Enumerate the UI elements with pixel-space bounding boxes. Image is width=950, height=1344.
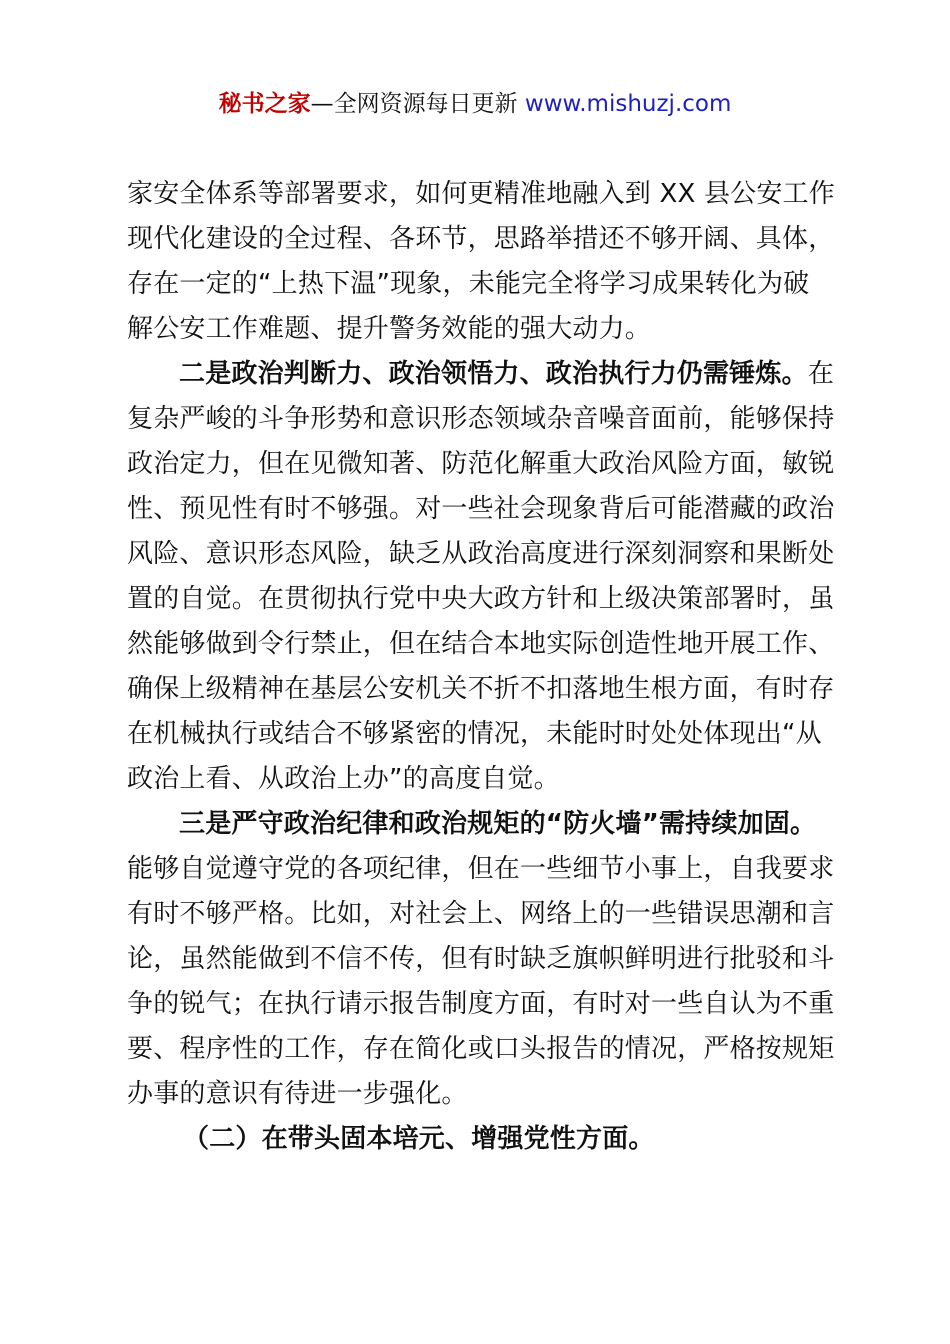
text-line: 政治定力，但在见微知著、防范化解重大政治风险方面，敏锐 xyxy=(127,449,835,479)
text-line: 然能够做到令行禁止，但在结合本地实际创造性地开展工作、 xyxy=(127,629,835,659)
text-line: 能够自觉遵守党的各项纪律，但在一些细节小事上，自我要求 xyxy=(127,854,835,884)
text-line: 在机械执行或结合不够紧密的情况，未能时时处处体现出“从 xyxy=(127,719,822,749)
text-line: 性、预见性有时不够强。对一些社会现象背后可能潜藏的政治 xyxy=(127,494,835,524)
text-line: 解公安工作难题、提升警务效能的强大动力。 xyxy=(127,314,652,344)
text-line: 风险、意识形态风险，缺乏从政治高度进行深刻洞察和果断处 xyxy=(127,539,835,569)
text-line: 家安全体系等部署要求，如何更精准地融入到 XX 县公安工作 xyxy=(127,179,835,209)
text-line: 现代化建设的全过程、各环节，思路举措还不够开阔、具体， xyxy=(127,224,835,254)
paragraph-heading: 二是政治判断力、政治领悟力、政治执行力仍需锤炼。 xyxy=(179,359,808,389)
section-heading: （二）在带头固本培元、增强党性方面。 xyxy=(183,1124,655,1154)
paragraph-heading: 三是严守政治纪律和政治规矩的“防火墙”需持续加固。 xyxy=(179,809,817,839)
text-line: 存在一定的“上热下温”现象，未能完全将学习成果转化为破 xyxy=(127,269,810,299)
text-line: 办事的意识有待进一步强化。 xyxy=(127,1079,468,1109)
text-line: 有时不够严格。比如，对社会上、网络上的一些错误思潮和言 xyxy=(127,899,835,929)
text-line: 政治上看、从政治上办”的高度自觉。 xyxy=(127,764,560,794)
paragraph-2 xyxy=(127,352,833,802)
site-brand: 秘书之家 xyxy=(218,91,311,117)
paragraph-3 xyxy=(127,802,833,1117)
text-line: 置的自觉。在贯彻执行党中央大政方针和上级决策部署时，虽 xyxy=(127,584,835,614)
site-header xyxy=(0,86,950,122)
paragraph-heading-line xyxy=(127,352,833,397)
text-fragment: 在 xyxy=(807,359,835,389)
site-slogan: —全网资源每日更新 xyxy=(310,91,518,117)
text-line: 争的锐气；在执行请示报告制度方面，有时对一些自认为不重 xyxy=(127,989,835,1019)
document-body xyxy=(127,172,833,1162)
paragraph-1 xyxy=(127,172,833,352)
site-url-link[interactable]: www.mishuzj.com xyxy=(524,91,732,117)
text-line: 要、程序性的工作，存在简化或口头报告的情况，严格按规矩 xyxy=(127,1034,835,1064)
text-line: 复杂严峻的斗争形势和意识形态领域杂音噪音面前，能够保持 xyxy=(127,404,835,434)
text-line: 确保上级精神在基层公安机关不折不扣落地生根方面，有时存 xyxy=(127,674,835,704)
text-line: 论，虽然能做到不信不传，但有时缺乏旗帜鲜明进行批驳和斗 xyxy=(127,944,835,974)
